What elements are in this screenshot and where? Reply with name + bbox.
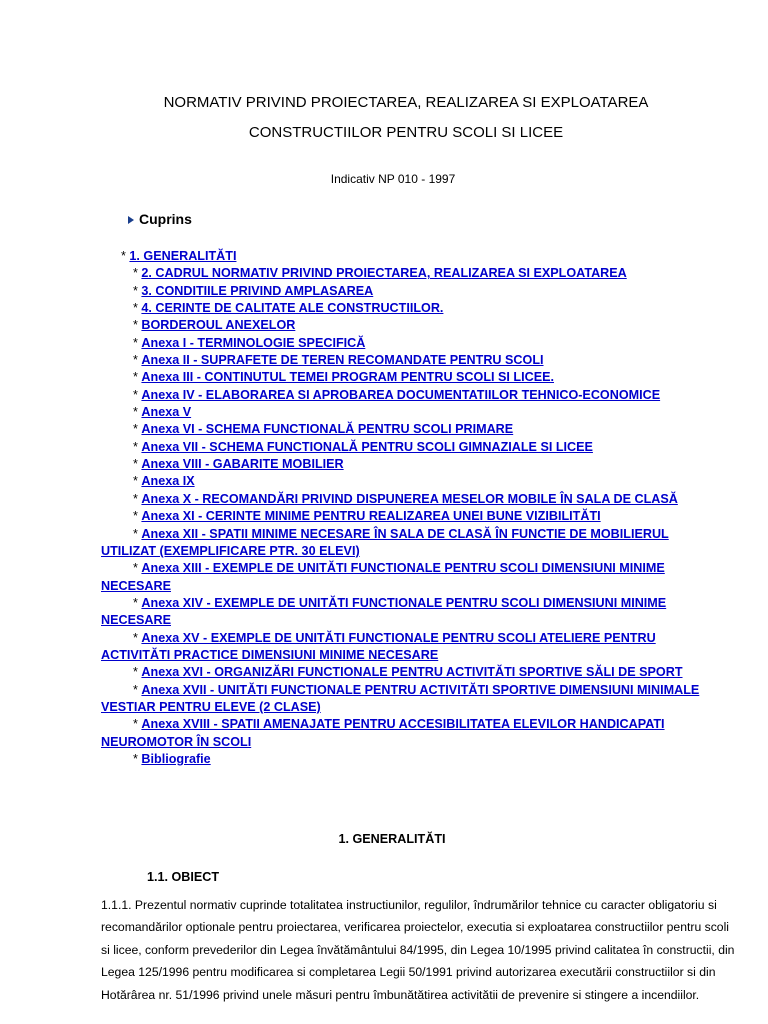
toc-bullet: *	[133, 717, 142, 732]
toc-bullet: *	[133, 457, 142, 472]
toc-link[interactable]: 4. CERINTE DE CALITATE ALE CONSTRUCTIILOR.	[141, 301, 444, 316]
toc-link[interactable]: 3. CONDITIILE PRIVIND AMPLASAREA	[141, 283, 374, 298]
toc-link[interactable]: 1. GENERALITĂTI	[129, 249, 237, 263]
indicativ-label: Indicativ NP 010 - 1997	[330, 172, 456, 186]
toc-item	[101, 682, 707, 717]
toc-item	[101, 283, 707, 300]
toc-item	[101, 265, 707, 282]
cuprins-heading[interactable]	[128, 211, 192, 227]
toc-link[interactable]: Anexa VII - SCHEMA FUNCTIONALĂ PENTRU SCOLI GIMNAZIALE SI LICEE	[141, 439, 593, 454]
toc-link[interactable]: Anexa I - TERMINOLOGIE SPECIFICĂ	[141, 335, 366, 350]
toc-bullet: *	[133, 474, 142, 489]
toc-item	[101, 526, 707, 561]
toc-link[interactable]: Anexa IX	[141, 474, 195, 489]
toc-bullet: *	[133, 595, 142, 610]
toc-bullet: *	[133, 335, 142, 350]
body-paragraph: 1.1.1. Prezentul normativ cuprinde totalitatea instructiunilor, regulilor, îndrumărilor tehnice cu caracter obligatoriu si recomandărilor optionale pentru proiectarea, verificarea proiectelor, executia si exploatarea constructiilor pentru scoli si licee, conform prevederilor din Legea învătământului 84/1995, din Legea 10/1995 privind calitatea în constructii, din Legea 125/1996 pentru modificarea si completarea Legii 50/1991 privind autorizarea executării constructiilor si din Hotărârea nr. 51/1996 privind unele măsuri pentru îmbunătătirea activitătii de prevenire si stingere a incendiilor.	[101, 898, 735, 1002]
toc-bullet: *	[133, 370, 142, 385]
toc-item	[101, 595, 707, 630]
expand-triangle-icon	[128, 216, 134, 224]
toc-link[interactable]: Anexa XV - EXEMPLE DE UNITĂTI FUNCTIONALE PENTRU SCOLI ATELIERE PENTRU ACTIVITĂTI PRACTICE DIMENSIUNI MINIME NECESARE	[101, 630, 656, 662]
cuprins-label: Cuprins	[139, 211, 192, 227]
toc-link[interactable]: Bibliografie	[141, 751, 211, 766]
toc-bullet: *	[133, 439, 142, 454]
toc-item	[101, 716, 707, 751]
toc-bullet: *	[133, 491, 142, 506]
toc-link[interactable]: Anexa XIII - EXEMPLE DE UNITĂTI FUNCTIONALE PENTRU SCOLI DIMENSIUNI MINIME NECESARE	[101, 561, 665, 593]
toc-bullet: *	[133, 283, 142, 298]
toc-link[interactable]: Anexa IV - ELABORAREA SI APROBAREA DOCUMENTATIILOR TEHNICO-ECONOMICE	[141, 387, 661, 402]
toc-bullet: *	[133, 301, 142, 316]
toc-item	[101, 404, 707, 421]
toc-bullet: *	[133, 526, 142, 541]
toc-link[interactable]: Anexa VIII - GABARITE MOBILIER	[141, 457, 344, 472]
toc-bullet: *	[133, 318, 142, 333]
toc-bullet: *	[121, 249, 130, 263]
toc-bullet: *	[133, 751, 142, 766]
toc-item	[101, 369, 707, 386]
toc-link[interactable]: Anexa V	[141, 405, 192, 420]
toc-item	[101, 300, 707, 317]
toc-link[interactable]: Anexa III - CONTINUTUL TEMEI PROGRAM PENTRU SCOLI SI LICEE.	[141, 370, 554, 385]
toc-link[interactable]: Anexa X - RECOMANDĂRI PRIVIND DISPUNEREA MESELOR MOBILE ÎN SALA DE CLASĂ	[141, 491, 678, 506]
toc-item	[101, 491, 707, 508]
toc-link[interactable]: BORDEROUL ANEXELOR	[141, 318, 296, 333]
toc-bullet: *	[133, 630, 142, 645]
toc-link[interactable]: Anexa II - SUPRAFETE DE TEREN RECOMANDATE PENTRU SCOLI	[141, 353, 544, 368]
toc-item	[101, 421, 707, 438]
toc-item	[101, 751, 707, 768]
toc-link[interactable]: Anexa XVI - ORGANIZĂRI FUNCTIONALE PENTRU ACTIVITĂTI SPORTIVE SĂLI DE SPORT	[141, 665, 683, 680]
toc-bullet: *	[133, 682, 142, 697]
toc-link[interactable]: 2. CADRUL NORMATIV PRIVIND PROIECTAREA, REALIZAREA SI EXPLOATAREA	[141, 266, 627, 281]
toc-item	[101, 387, 707, 404]
toc-link[interactable]: Anexa XIV - EXEMPLE DE UNITĂTI FUNCTIONALE PENTRU SCOLI DIMENSIUNI MINIME NECESARE	[101, 595, 667, 628]
toc-bullet: *	[133, 405, 142, 420]
toc-item	[101, 473, 707, 490]
toc-item	[101, 439, 707, 456]
toc-bullet: *	[133, 422, 142, 437]
table-of-contents	[101, 248, 707, 768]
toc-item	[101, 352, 707, 369]
toc-item	[101, 560, 707, 595]
document-title-line-2: CONSTRUCTIILOR PENTRU SCOLI SI LICEE	[248, 124, 564, 141]
toc-item	[101, 248, 707, 265]
toc-link[interactable]: Anexa VI - SCHEMA FUNCTIONALĂ PENTRU SCOLI PRIMARE	[141, 422, 514, 437]
toc-link[interactable]: Anexa XVIII - SPATII AMENAJATE PENTRU ACCESIBILITATEA ELEVILOR HANDICAPATI NEUROMOTOR ÎN SCOLI	[101, 717, 665, 749]
subsection-title: 1.1. OBIECT	[147, 870, 220, 884]
section-title: 1. GENERALITĂTI	[338, 832, 446, 846]
document-title-line-1: NORMATIV PRIVIND PROIECTAREA, REALIZAREA SI EXPLOATAREA	[163, 94, 649, 111]
toc-bullet: *	[133, 353, 142, 368]
toc-item	[101, 317, 707, 334]
toc-item	[101, 664, 707, 681]
toc-bullet: *	[133, 266, 142, 281]
toc-item	[101, 630, 707, 665]
toc-item	[101, 335, 707, 352]
toc-bullet: *	[133, 387, 142, 402]
toc-link[interactable]: Anexa XI - CERINTE MINIME PENTRU REALIZAREA UNEI BUNE VIZIBILITĂTI	[141, 509, 601, 524]
toc-bullet: *	[133, 509, 142, 524]
toc-item	[101, 456, 707, 473]
toc-item	[101, 508, 707, 525]
toc-bullet: *	[133, 665, 142, 680]
toc-link[interactable]: Anexa XII - SPATII MINIME NECESARE ÎN SALA DE CLASĂ ÎN FUNCTIE DE MOBILIERUL UTILIZAT (EXEMPLIFICARE PTR. 30 ELEVI)	[101, 526, 669, 558]
toc-bullet: *	[133, 561, 142, 576]
toc-link[interactable]: Anexa XVII - UNITĂTI FUNCTIONALE PENTRU ACTIVITĂTI SPORTIVE DIMENSIUNI MINIMALE VESTIAR PENTRU ELEVE (2 CLASE)	[101, 682, 700, 714]
